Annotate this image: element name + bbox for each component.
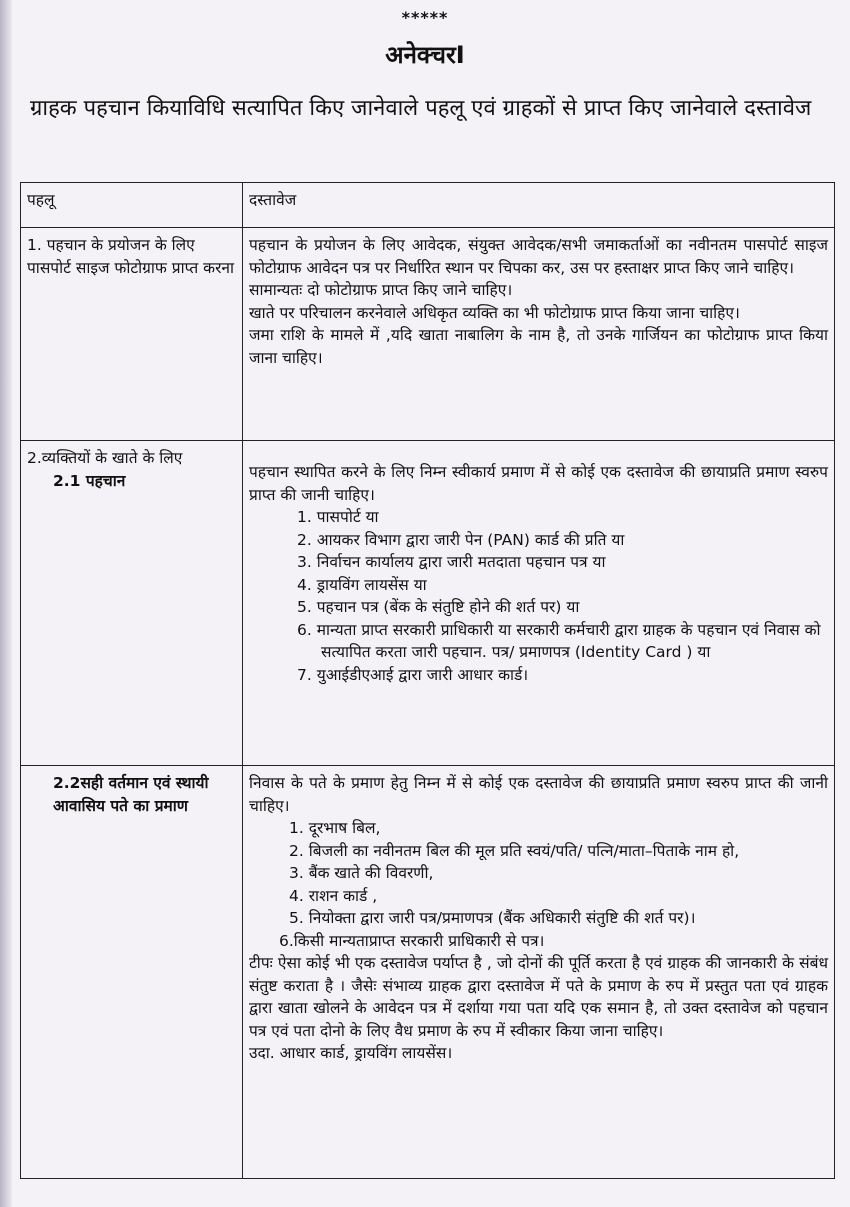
list-item: 7. युआईडीएआई द्वारा जारी आधार कार्ड। xyxy=(297,665,529,684)
list-item: 6. मान्यता प्राप्त सरकारी प्राधिकारी या सरकारी कर्मचारी द्वारा ग्राहक के पहचान एवं निवास को सत्यापित करता जारी पहचान. पत्र/ प्रमाणपत्र (Identity Card ) या xyxy=(297,620,821,661)
list-item: 4. ड्रायविंग लायसेंस या xyxy=(297,575,427,594)
example-text: उदा. आधार कार्ड, ड्रायविंग लायसेंस। xyxy=(249,1044,453,1062)
aspect-identity xyxy=(21,441,243,766)
list-item: 2. आयकर विभाग द्वारा जारी पेन (PAN) कार्ड की प्रति या xyxy=(297,530,625,549)
para: खाते पर परिचालन करनेवाले अधिकृत व्यक्ति का भी फोटोग्राफ प्राप्त किया जाना चाहिए। xyxy=(249,303,740,322)
aspect-photograph: 1. पहचान के प्रयोजन के लिए पासपोर्ट साइज फोटोग्राफ प्राप्त करना xyxy=(21,228,243,441)
note-text: टीपः ऐसा कोई भी एक दस्तावेज पर्याप्त है , जो दोनों की पूर्ति करता है एवं ग्राहक की जानकारी के संबंध संतुष्ट कराता है । जैसेः संभाव्य ग्राहक द्वारा दस्तावेज में पते के प्रमाण के रुप में प्रस्तुत पता एवं ग्राहक द्वारा खाता खोलने के आवेदन पत्र में दर्शाया गया पता यदि एक समान है, तो उक्त दस्तावेज को पहचान पत्र एवं पता दोनो के लिए वैध प्रमाण के रुप में स्वीकार किया जाना चाहिए। xyxy=(249,954,828,1040)
stars-marker: ***** xyxy=(401,8,449,27)
list-item: 1. दूरभाष बिल, xyxy=(289,819,381,837)
table-row xyxy=(21,228,835,441)
para: सामान्यतः दो फोटोग्राफ प्राप्त किए जाने चाहिए। xyxy=(249,281,513,299)
address-doc-list xyxy=(249,817,828,930)
table-row xyxy=(21,441,835,766)
list-item: 3. बैंक खाते की विवरणी, xyxy=(289,864,434,882)
documents-photograph xyxy=(243,228,835,441)
para: जमा राशि के मामले में ,यदि खाता नाबालिग के नाम है, तो उनके गार्जियन का फोटोग्राफ प्राप्त किया जाना चाहिए। xyxy=(249,326,828,367)
documents-identity xyxy=(243,441,835,766)
document-heading: ग्राहक पहचान कियाविधि सत्यापित किए जानेवाले पहलू एवं ग्राहकों से प्राप्त किए जानेवाले दस्तावेज xyxy=(30,96,812,121)
list-item: 2. बिजली का नवीनतम बिल की मूल प्रति स्वयं/पति/ पत्नि/माता–पिताके नाम हो, xyxy=(289,841,740,860)
aspect-title: 2.व्यक्तियों के खाते के लिए xyxy=(27,449,183,467)
table-row xyxy=(21,766,835,1179)
annex-title: अनेक्चरI xyxy=(385,41,465,69)
col-header-aspect: पहलू xyxy=(21,183,243,228)
table-header-row xyxy=(21,183,835,228)
kyc-table xyxy=(20,182,835,1179)
list-item: 3. निर्वाचन कार्यालय द्वारा जारी मतदाता पहचान पत्र या xyxy=(297,553,606,571)
documents-address xyxy=(243,766,835,1179)
list-item: 5. नियोक्ता द्वारा जारी पत्र/प्रमाणपत्र (बैंक अधिकारी संतुष्टि की शर्त पर)। xyxy=(289,909,696,927)
list-item: 5. पहचान पत्र (बेंक के संतुष्टि होने की शर्त पर) या xyxy=(297,598,580,616)
aspect-subtitle: 2.2सही वर्तमान एवं स्थायी आवासिय पते का प्रमाण xyxy=(53,774,209,815)
list-item: 1. पासपोर्ट या xyxy=(297,508,379,526)
list-item: 6.किसी मान्यताप्राप्त सरकारी प्राधिकारी से पत्र। xyxy=(279,931,545,950)
list-item: 4. राशन कार्ड , xyxy=(289,886,378,905)
intro-text: पहचान स्थापित करने के लिए निम्न स्वीकार्य प्रमाण में से कोई एक दस्तावेज की छायाप्रति प्रमाण स्वरुप प्राप्त की जानी चाहिए। xyxy=(249,463,828,504)
col-header-documents: दस्तावेज xyxy=(243,183,835,228)
intro-text: निवास के पते के प्रमाण हेतु निम्न में से कोई एक दस्तावेज की छायाप्रति प्रमाण स्वरुप प्राप्त की जानी चाहिए। xyxy=(249,774,828,815)
aspect-subtitle: 2.1 पहचान xyxy=(53,471,126,490)
aspect-address xyxy=(21,766,243,1179)
para: पहचान के प्रयोजन के लिए आवेदक, संयुक्त आवेदक/सभी जमाकर्ताओं का नवीनतम पासपोर्ट साइज फोटोग्राफ आवेदन पत्र पर निर्धारित स्थान पर चिपका कर, उस पर हस्ताक्षर प्राप्त किए जाने चाहिए। xyxy=(249,236,828,277)
identity-doc-list xyxy=(249,506,828,686)
